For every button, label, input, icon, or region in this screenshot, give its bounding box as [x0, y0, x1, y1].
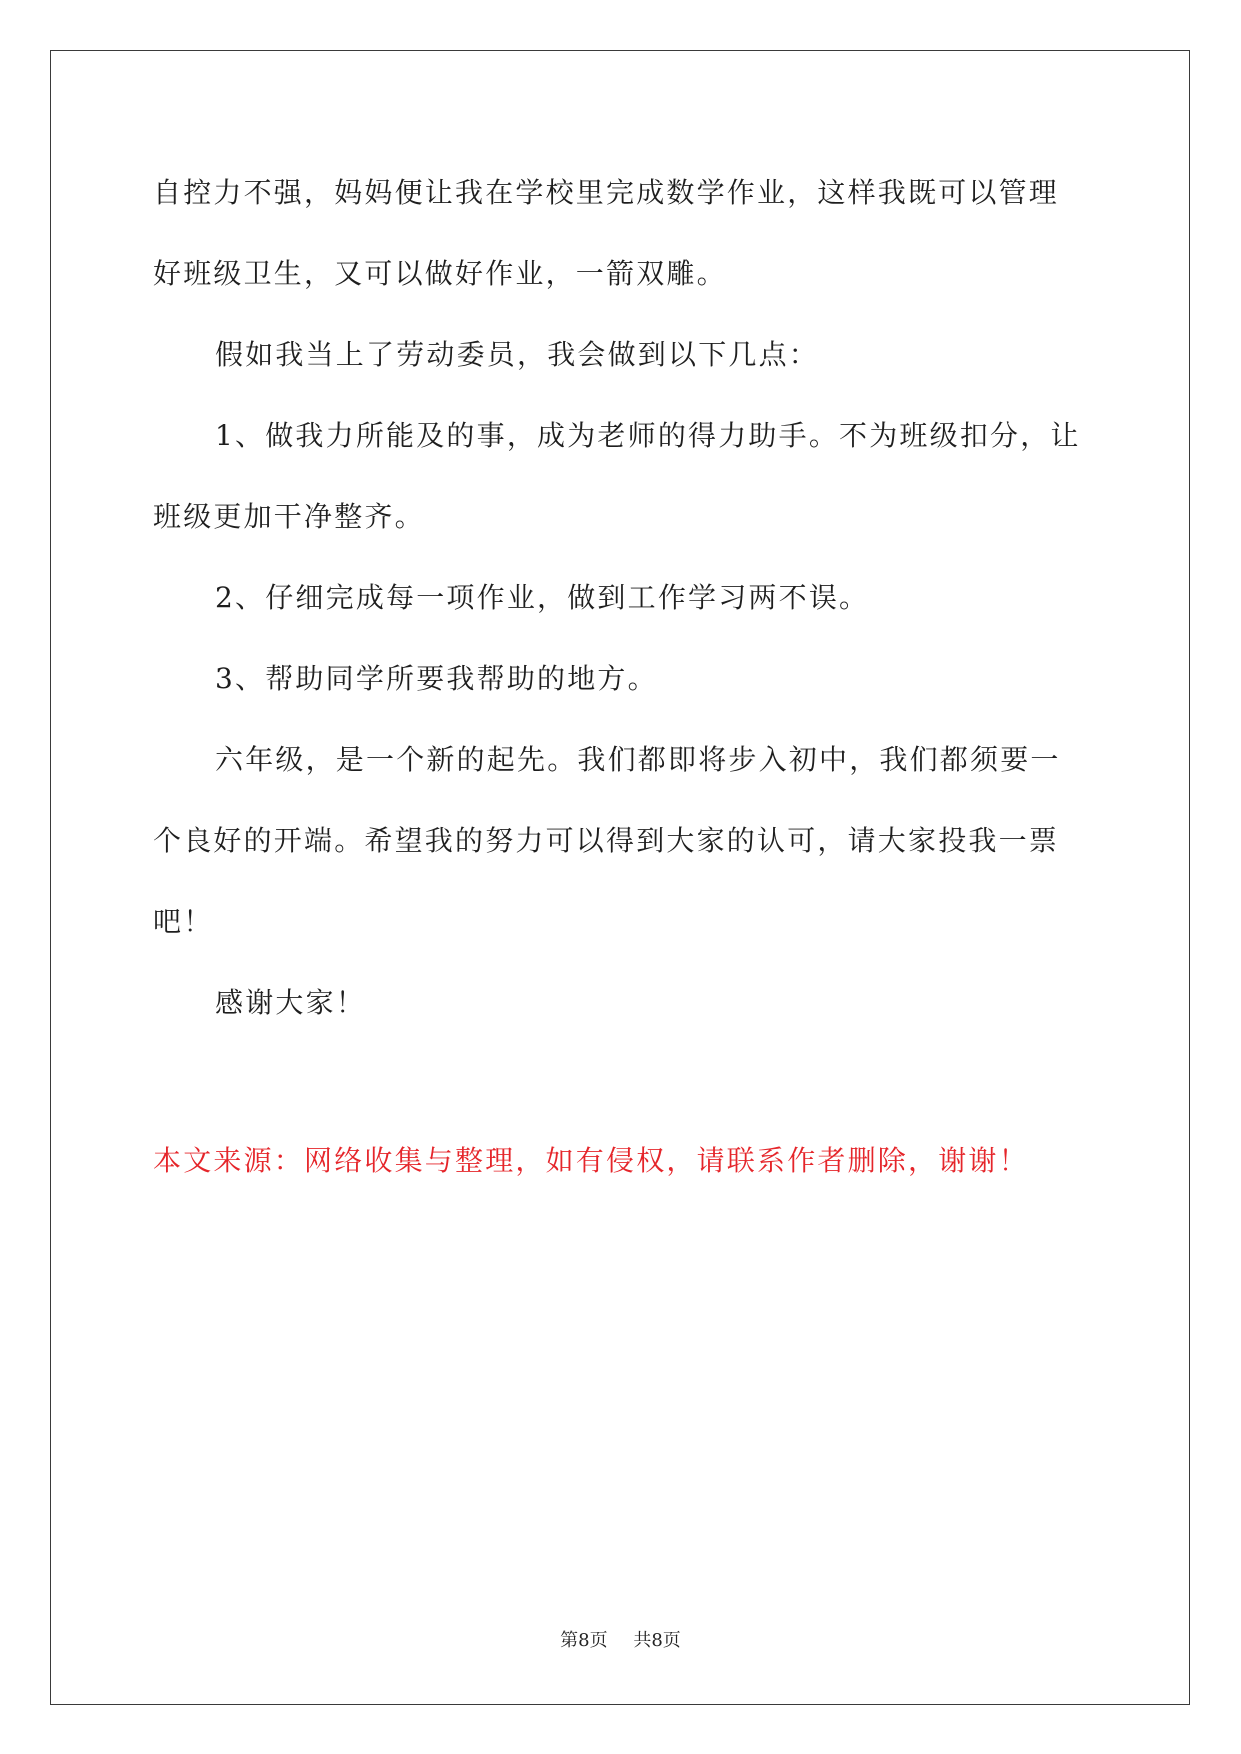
paragraph	[153, 152, 1133, 314]
text-line: 好班级卫生，又可以做好作业，一箭双雕。	[153, 257, 727, 290]
paragraph	[153, 638, 1133, 719]
text-line: 假如我当上了劳动委员，我会做到以下几点：	[215, 338, 820, 371]
text-line: 1、做我力所能及的事，成为老师的得力助手。不为班级扣分，让	[215, 419, 1081, 452]
page-number: 第8页	[560, 1630, 608, 1651]
document-body	[153, 152, 1133, 1201]
text-line: 吧！	[153, 905, 214, 938]
paragraph	[153, 395, 1133, 557]
paragraph	[153, 314, 1133, 395]
text-line: 六年级，是一个新的起先。我们都即将步入初中，我们都须要一	[215, 743, 1061, 776]
paragraph	[153, 557, 1133, 638]
text-line: 感谢大家！	[215, 986, 367, 1019]
text-line: 2、仔细完成每一项作业，做到工作学习两不误。	[215, 581, 870, 614]
text-line: 个良好的开端。希望我的努力可以得到大家的认可，请大家投我一票	[153, 824, 1060, 857]
paragraph	[153, 962, 1133, 1043]
page-footer	[0, 1628, 1241, 1654]
paragraph	[153, 719, 1133, 962]
source-note: 本文来源：网络收集与整理，如有侵权，请联系作者删除，谢谢！	[153, 1144, 1029, 1177]
text-line: 班级更加干净整齐。	[153, 500, 425, 533]
text-line: 自控力不强，妈妈便让我在学校里完成数学作业，这样我既可以管理	[153, 176, 1060, 209]
page-total: 共8页	[633, 1630, 681, 1651]
text-line: 3、帮助同学所要我帮助的地方。	[215, 662, 658, 695]
